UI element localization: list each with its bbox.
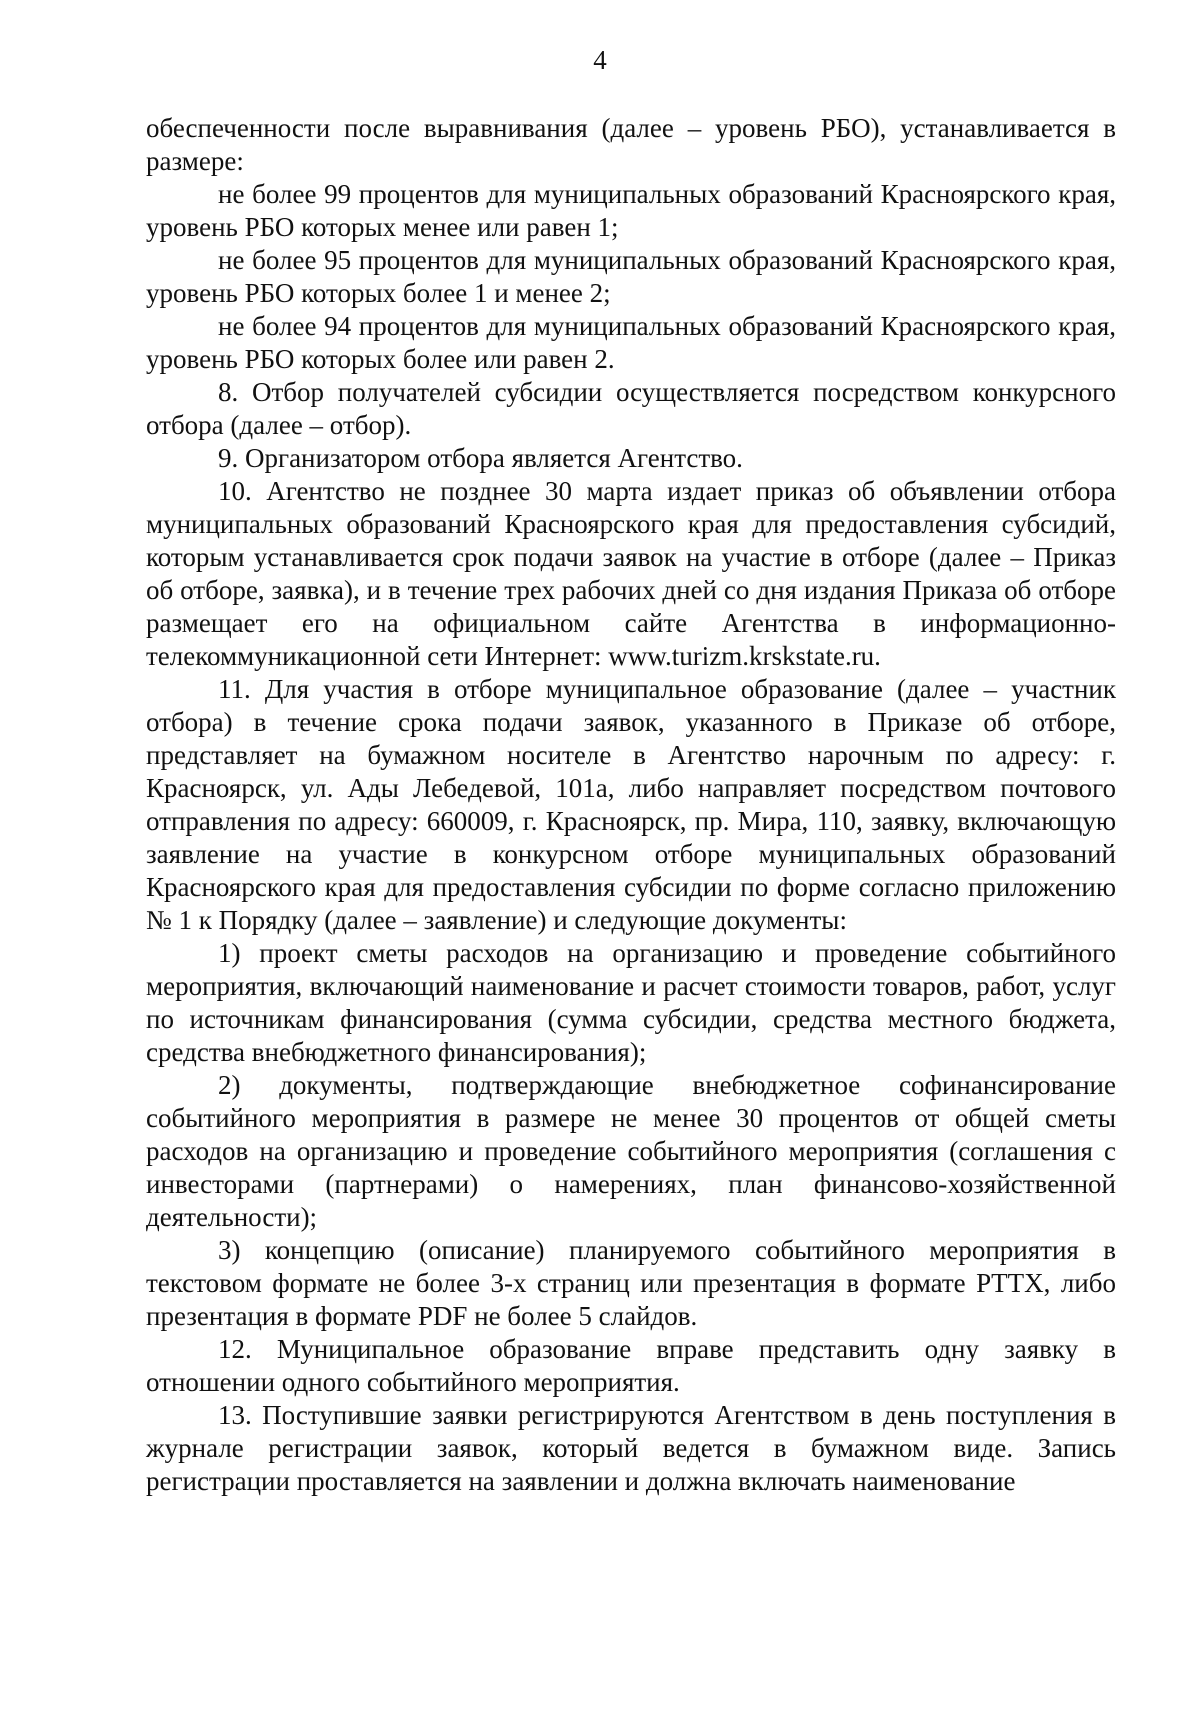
paragraph-8: 8. Отбор получателей субсидии осуществляется посредством конкурсного отбора (далее – отбор). xyxy=(146,377,1116,440)
paragraph-11-item-2: 2) документы, подтверждающие внебюджетное софинансирование событийного мероприятия в размере не менее 30 процентов от общей сметы расходов на организацию и проведение событийного мероприятия (соглашения с инвесторами (партнерами) о намерениях, план финансово-хозяйственной деятельности); xyxy=(146,1070,1116,1232)
document-body xyxy=(146,112,1116,1498)
paragraph-12: 12. Муниципальное образование вправе представить одну заявку в отношении одного событийного мероприятия. xyxy=(146,1334,1116,1397)
paragraph-11-item-3: 3) концепцию (описание) планируемого событийного мероприятия в текстовом формате не более 3-х страниц или презентация в формате PTTX, либо презентация в формате PDF не более 5 слайдов. xyxy=(146,1235,1116,1331)
paragraph-rbo-99: не более 99 процентов для муниципальных образований Красноярского края, уровень РБО которых менее или равен 1; xyxy=(146,179,1116,242)
paragraph-rbo-95: не более 95 процентов для муниципальных образований Красноярского края, уровень РБО которых более 1 и менее 2; xyxy=(146,245,1116,308)
paragraph-11-item-1: 1) проект сметы расходов на организацию и проведение событийного мероприятия, включающий наименование и расчет стоимости товаров, работ, услуг по источникам финансирования (сумма субсидии, средства местного бюджета, средства внебюджетного финансирования); xyxy=(146,938,1116,1067)
paragraph-rbo-94: не более 94 процентов для муниципальных образований Красноярского края, уровень РБО которых более или равен 2. xyxy=(146,311,1116,374)
paragraph-13: 13. Поступившие заявки регистрируются Агентством в день поступления в журнале регистрации заявок, который ведется в бумажном виде. Запись регистрации проставляется на заявлении и должна включать наименование xyxy=(146,1400,1116,1496)
paragraph-11: 11. Для участия в отборе муниципальное образование (далее – участник отбора) в течение срока подачи заявок, указанного в Приказе об отборе, представляет на бумажном носителе в Агентство нарочным по адресу: г. Красноярск, ул. Ады Лебедевой, 101а, либо направляет посредством почтового отправления по адресу: 660009, г. Красноярск, пр. Мира, 110, заявку, включающую заявление на участие в конкурсном отборе муниципальных образований Красноярского края для предоставления субсидии по форме согласно приложению № 1 к Порядку (далее – заявление) и следующие документы: xyxy=(146,674,1116,935)
paragraph-9: 9. Организатором отбора является Агентство. xyxy=(218,443,743,473)
page-number: 4 xyxy=(593,45,607,75)
paragraph-intro: обеспеченности после выравнивания (далее – уровень РБО), устанавливается в размере: xyxy=(146,113,1116,176)
paragraph-10: 10. Агентство не позднее 30 марта издает приказ об объявлении отбора муниципальных образований Красноярского края для предоставления субсидий, которым устанавливается срок подачи заявок на участие в отборе (далее – Приказ об отборе, заявка), и в течение трех рабочих дней со дня издания Приказа об отборе размещает его на официальном сайте Агентства в информационно-телекоммуникационной сети Интернет: www.turizm.krskstate.ru. xyxy=(146,476,1116,671)
